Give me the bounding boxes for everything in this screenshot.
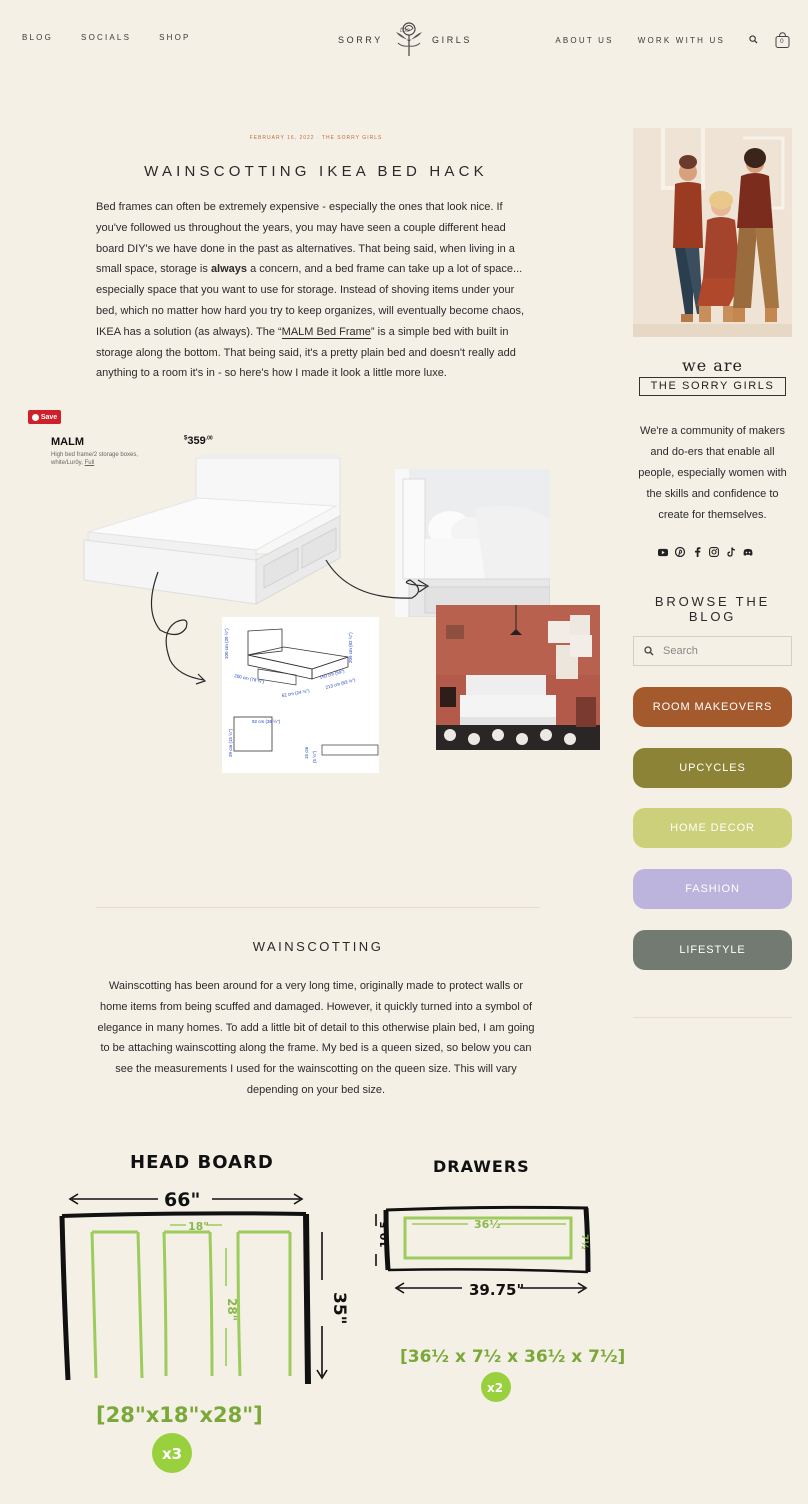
wainscotting-paragraph: Wainscotting has been around for a very long time, originally made to protect walls or home items from being scuffed and damaged. However, it quickly turned into a symbol of elegance in many homes. To add a little bit of detail to this otherwise plain bed, I am going to be attaching wainscotting along the frame. My bed is a queen sized, so below you can see the measurements I used for the wainscotting on the queen size. This will vary depending on your bed size. — [97, 980, 535, 1096]
search-icon — [644, 646, 654, 656]
panel-width: 18" — [188, 1220, 210, 1233]
youtube-icon[interactable] — [658, 547, 668, 557]
tiktok-icon[interactable] — [726, 547, 736, 557]
the-sorry-girls-badge: THE SORRY GIRLS — [639, 377, 786, 396]
headboard-width: 66" — [164, 1189, 201, 1211]
drawer-inner-width: 36½ — [474, 1218, 501, 1231]
logo-the: the — [400, 27, 410, 34]
bedroom-room-photo — [436, 605, 600, 750]
category-lifestyle[interactable]: LIFESTYLE — [633, 930, 792, 970]
instagram-icon[interactable] — [709, 547, 719, 557]
headboard-title: HEAD BOARD — [130, 1152, 274, 1173]
price-cents: .00 — [205, 435, 213, 442]
dim-drawer-length: 150 cm (59") — [318, 668, 345, 680]
dim-side-height: 39 cm (15 ½") — [228, 728, 233, 757]
bed-dimensions-diagram — [222, 617, 379, 773]
product-desc-text: High bed frame/2 storage boxes, white/Luröy, — [51, 452, 139, 466]
nav-shop[interactable]: SHOP — [159, 33, 191, 42]
about-blurb: We're a community of makers and do-ers that enable all people, especially women with the skills and confidence to create for themselves. — [638, 425, 787, 521]
nav-about-us[interactable]: ABOUT US — [555, 35, 614, 45]
malm-bed-image — [80, 454, 342, 606]
sidebar-divider — [633, 1017, 792, 1018]
measurement-drawings — [0, 1120, 808, 1504]
dim-box-width: 92 cm (36 ½") — [252, 719, 281, 724]
top-navigation — [0, 0, 808, 78]
dim-length: 209 cm (82 ½") — [348, 632, 353, 663]
dim-small-height: (5 ½") — [312, 750, 317, 763]
price-value: 359 — [187, 435, 206, 447]
dim-width: 62 cm (24 ½") — [281, 688, 310, 698]
malm-bed-frame-link[interactable]: MALM Bed Frame — [281, 325, 371, 338]
product-size-link[interactable]: Full — [84, 460, 95, 466]
dim-height: 100 cm (39 ½") — [224, 628, 229, 659]
pinterest-icon — [32, 414, 39, 421]
pinterest-icon[interactable] — [675, 547, 685, 557]
dim-total: 213 cm (83 ½") — [324, 677, 356, 690]
we-are-heading: we are — [682, 356, 743, 375]
nav-left — [22, 33, 219, 42]
product-name: MALM — [51, 436, 84, 448]
category-upcycles[interactable]: UPCYCLES — [633, 748, 792, 788]
intro-text-a: Bed frames can often be extremely expensive - especially the ones that look nice. If you've followed us throughout the years, you may have seen a couple different head board DIY's we have done in the past as alternatives. That being said, when living in a small space, storage is — [96, 201, 515, 276]
category-room-makeovers[interactable]: ROOM MAKEOVERS — [633, 687, 792, 727]
bed-side-photo — [395, 469, 550, 617]
drawers-title: DRAWERS — [433, 1157, 530, 1176]
panel-height: 28" — [225, 1298, 239, 1321]
drawer-qty: x2 — [487, 1381, 504, 1395]
intro-bold: always — [210, 263, 248, 276]
search-icon[interactable] — [749, 31, 758, 49]
category-fashion[interactable]: FASHION — [633, 869, 792, 909]
post-intro-paragraph — [96, 197, 536, 384]
drawer-height: 10.5 — [378, 1220, 391, 1248]
cart-icon[interactable] — [775, 32, 790, 48]
rose-icon — [392, 20, 426, 58]
nav-blog[interactable]: BLOG — [22, 33, 54, 42]
headboard-qty: x3 — [162, 1445, 183, 1463]
intro-text-c: ” is a simple bed with built in storage along the bottom. That being said, it's a pretty plain bed and doesn't really add anything to a room it's in - so here's how I made it look a little more luxe. — [96, 325, 516, 380]
sorry-girls-team-photo — [633, 128, 792, 337]
logo-girls: GIRLS — [432, 35, 473, 45]
section-divider — [96, 907, 540, 908]
dim-bed-length: 200 cm (78 ¾") — [233, 673, 265, 685]
save-label: Save — [40, 413, 58, 421]
intro-text-b: a concern, and a bed frame can take up a lot of space... especially space that you want to use for storage. Instead of shoving items under your bed, which no matter how hard you try to keep organizes, will eventually become chaos, IKEA has a solution (as always). The “ — [96, 263, 525, 338]
social-links — [658, 547, 753, 557]
drawer-width: 39.75" — [469, 1281, 525, 1299]
drawer-inner-height: 7½ — [579, 1234, 589, 1250]
nav-work-with-us[interactable]: WORK WITH US — [637, 35, 725, 45]
section-title-wainscotting: WAINSCOTTING — [252, 939, 384, 954]
category-home-decor[interactable]: HOME DECOR — [633, 808, 792, 848]
nav-socials[interactable]: SOCIALS — [81, 33, 132, 42]
discord-icon[interactable] — [743, 547, 753, 557]
post-meta: FEBRUARY 16, 2022 · THE SORRY GIRLS — [249, 135, 383, 141]
drawer-spec: [36½ x 7½ x 36½ x 7½] — [400, 1347, 626, 1367]
headboard-spec: [28"x18"x28"] — [96, 1403, 263, 1427]
product-price — [184, 435, 213, 447]
pinterest-save-button[interactable] — [28, 410, 61, 424]
price-currency: $ — [184, 435, 188, 442]
post-title: WAINSCOTTING IKEA BED HACK — [144, 163, 488, 180]
cart-count: 0 — [780, 38, 784, 45]
facebook-icon[interactable] — [692, 547, 702, 557]
browse-the-blog-heading: BROWSE THE BLOG — [654, 594, 771, 624]
headboard-height: 35" — [329, 1292, 349, 1325]
dim-box-height: 15 cm — [304, 746, 309, 759]
search-placeholder: Search — [663, 645, 698, 657]
site-logo[interactable] — [338, 20, 478, 58]
sidebar-search-input[interactable] — [633, 636, 792, 666]
logo-sorry: SORRY — [338, 35, 383, 45]
nav-right — [555, 31, 790, 49]
